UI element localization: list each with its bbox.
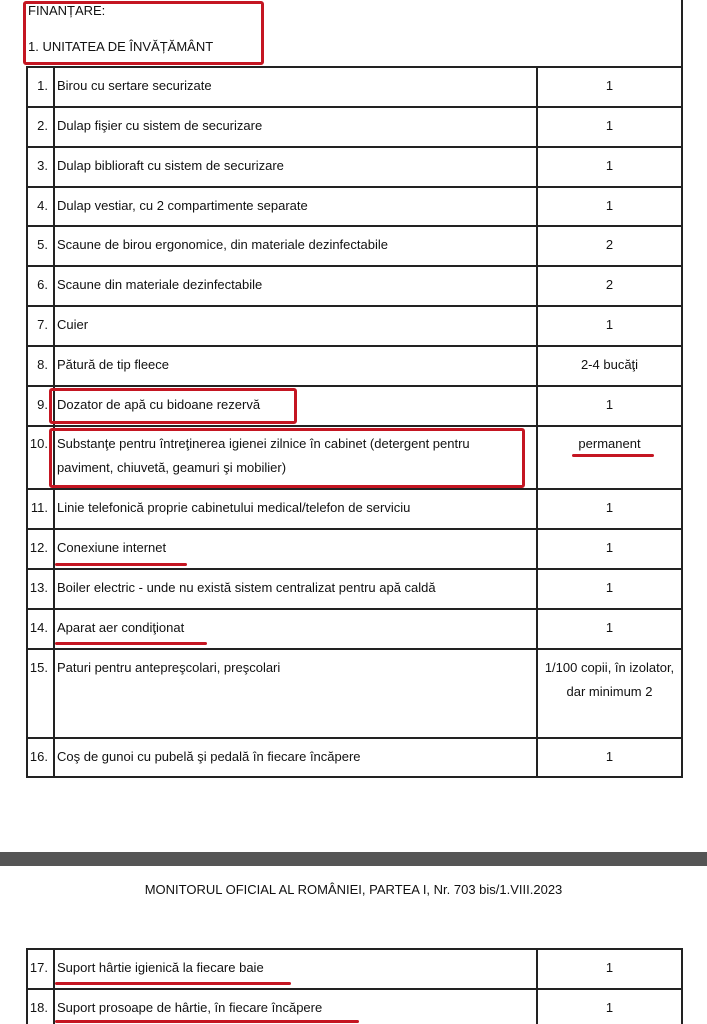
row-border — [26, 106, 683, 108]
row-quantity: 1 — [605, 620, 614, 635]
underline-row-18 — [55, 1020, 359, 1023]
table2-col-divider-1 — [53, 948, 55, 1024]
section-label: FINANȚARE: — [28, 3, 106, 18]
highlight-box-header — [23, 1, 264, 65]
row-quantity: 2 — [605, 277, 614, 292]
gazette-header: MONITORUL OFICIAL AL ROMÂNIEI, PARTEA I, Nr. 703 bis/1.VIII.2023 — [144, 882, 563, 897]
row-item: Pătură de tip fleece — [57, 357, 170, 372]
row-quantity: 1 — [605, 78, 614, 93]
row-border — [26, 385, 683, 387]
row-number: 16. — [29, 749, 48, 764]
row-quantity: 1 — [605, 198, 614, 213]
row-number: 6. — [37, 277, 48, 292]
row-border — [26, 648, 683, 650]
row-quantity: 1/100 copii, în izolator, dar minimum 2 — [544, 660, 675, 699]
row-number: 5. — [37, 237, 48, 252]
row-number: 7. — [37, 317, 48, 332]
table-border-right-top — [681, 0, 683, 68]
row-item: Dulap vestiar, cu 2 compartimente separate — [57, 198, 308, 213]
row-item: Scaune din materiale dezinfectabile — [57, 277, 263, 292]
row-number: 10. — [29, 436, 48, 451]
row-item: Coş de gunoi cu pubelă şi pedală în fiecare încăpere — [57, 749, 361, 764]
row-border — [26, 568, 683, 570]
row-border — [26, 608, 683, 610]
row-number: 3. — [37, 158, 48, 173]
row-item: Linie telefonică proprie cabinetului medical/telefon de serviciu — [57, 500, 411, 515]
highlight-box-row-9 — [49, 388, 297, 424]
row-item: Dulap fişier cu sistem de securizare — [57, 118, 263, 133]
unit-title: 1. UNITATEA DE ÎNVĂȚĂMÂNT — [28, 39, 214, 54]
row-quantity: 1 — [605, 397, 614, 412]
highlight-box-row-10 — [49, 428, 525, 488]
row-quantity: 1 — [605, 158, 614, 173]
row-border — [26, 305, 683, 307]
row-quantity: 1 — [605, 1000, 614, 1015]
row-quantity: 1 — [605, 540, 614, 555]
underline-row-12 — [55, 563, 187, 566]
row-item: Cuier — [57, 317, 89, 332]
row-quantity: 2 — [605, 237, 614, 252]
row-border — [26, 146, 683, 148]
row-number: 8. — [37, 357, 48, 372]
row-item: Dulap biblioraft cu sistem de securizare — [57, 158, 284, 173]
row-border — [26, 988, 683, 990]
underline-row-10-quantity — [572, 454, 654, 457]
table-border-right — [681, 66, 683, 778]
underline-row-14 — [55, 642, 207, 645]
row-number: 17. — [29, 960, 48, 975]
row-quantity: 1 — [605, 118, 614, 133]
row-item: Aparat aer condiţionat — [57, 620, 185, 635]
row-border — [26, 265, 683, 267]
row-number: 15. — [29, 660, 48, 675]
row-border — [26, 737, 683, 739]
row-quantity: 1 — [605, 749, 614, 764]
row-quantity: permanent — [578, 436, 641, 451]
row-quantity: 2-4 bucăţi — [580, 357, 639, 372]
row-border — [26, 225, 683, 227]
row-item: Boiler electric - unde nu există sistem centralizat pentru apă caldă — [57, 580, 436, 595]
row-number: 2. — [37, 118, 48, 133]
row-number: 4. — [37, 198, 48, 213]
row-border — [26, 488, 683, 490]
row-item: Suport hârtie igienică la fiecare baie — [57, 960, 264, 975]
row-item: Conexiune internet — [57, 540, 167, 555]
row-border — [26, 948, 683, 950]
row-border — [26, 528, 683, 530]
row-border — [26, 425, 683, 427]
row-number: 18. — [29, 1000, 48, 1015]
row-item: Scaune de birou ergonomice, din materiale dezinfectabile — [57, 237, 388, 252]
row-number: 9. — [37, 397, 48, 412]
row-number: 13. — [29, 580, 48, 595]
row-quantity: 1 — [605, 500, 614, 515]
row-number: 1. — [37, 78, 48, 93]
page-break-band — [0, 852, 707, 866]
row-quantity: 1 — [605, 960, 614, 975]
table2-border-right — [681, 948, 683, 1024]
row-border — [26, 66, 683, 68]
row-number: 11. — [30, 500, 48, 515]
underline-row-17 — [55, 982, 291, 985]
row-item: Paturi pentru antepreşcolari, preşcolari — [57, 660, 281, 675]
row-item: Suport prosoape de hârtie, în fiecare încăpere — [57, 1000, 323, 1015]
row-item: Dozator de apă cu bidoane rezervă — [57, 397, 261, 412]
row-number: 14. — [29, 620, 48, 635]
row-border — [26, 345, 683, 347]
row-item: Birou cu sertare securizate — [57, 78, 212, 93]
row-quantity: 1 — [605, 317, 614, 332]
row-quantity: 1 — [605, 580, 614, 595]
row-border — [26, 776, 683, 778]
row-border — [26, 186, 683, 188]
row-number: 12. — [29, 540, 48, 555]
row-item: Substanţe pentru întreţinerea igienei zilnice în cabinet (detergent pentru paviment, chiuvetă, geamuri şi mobilier) — [57, 436, 470, 475]
